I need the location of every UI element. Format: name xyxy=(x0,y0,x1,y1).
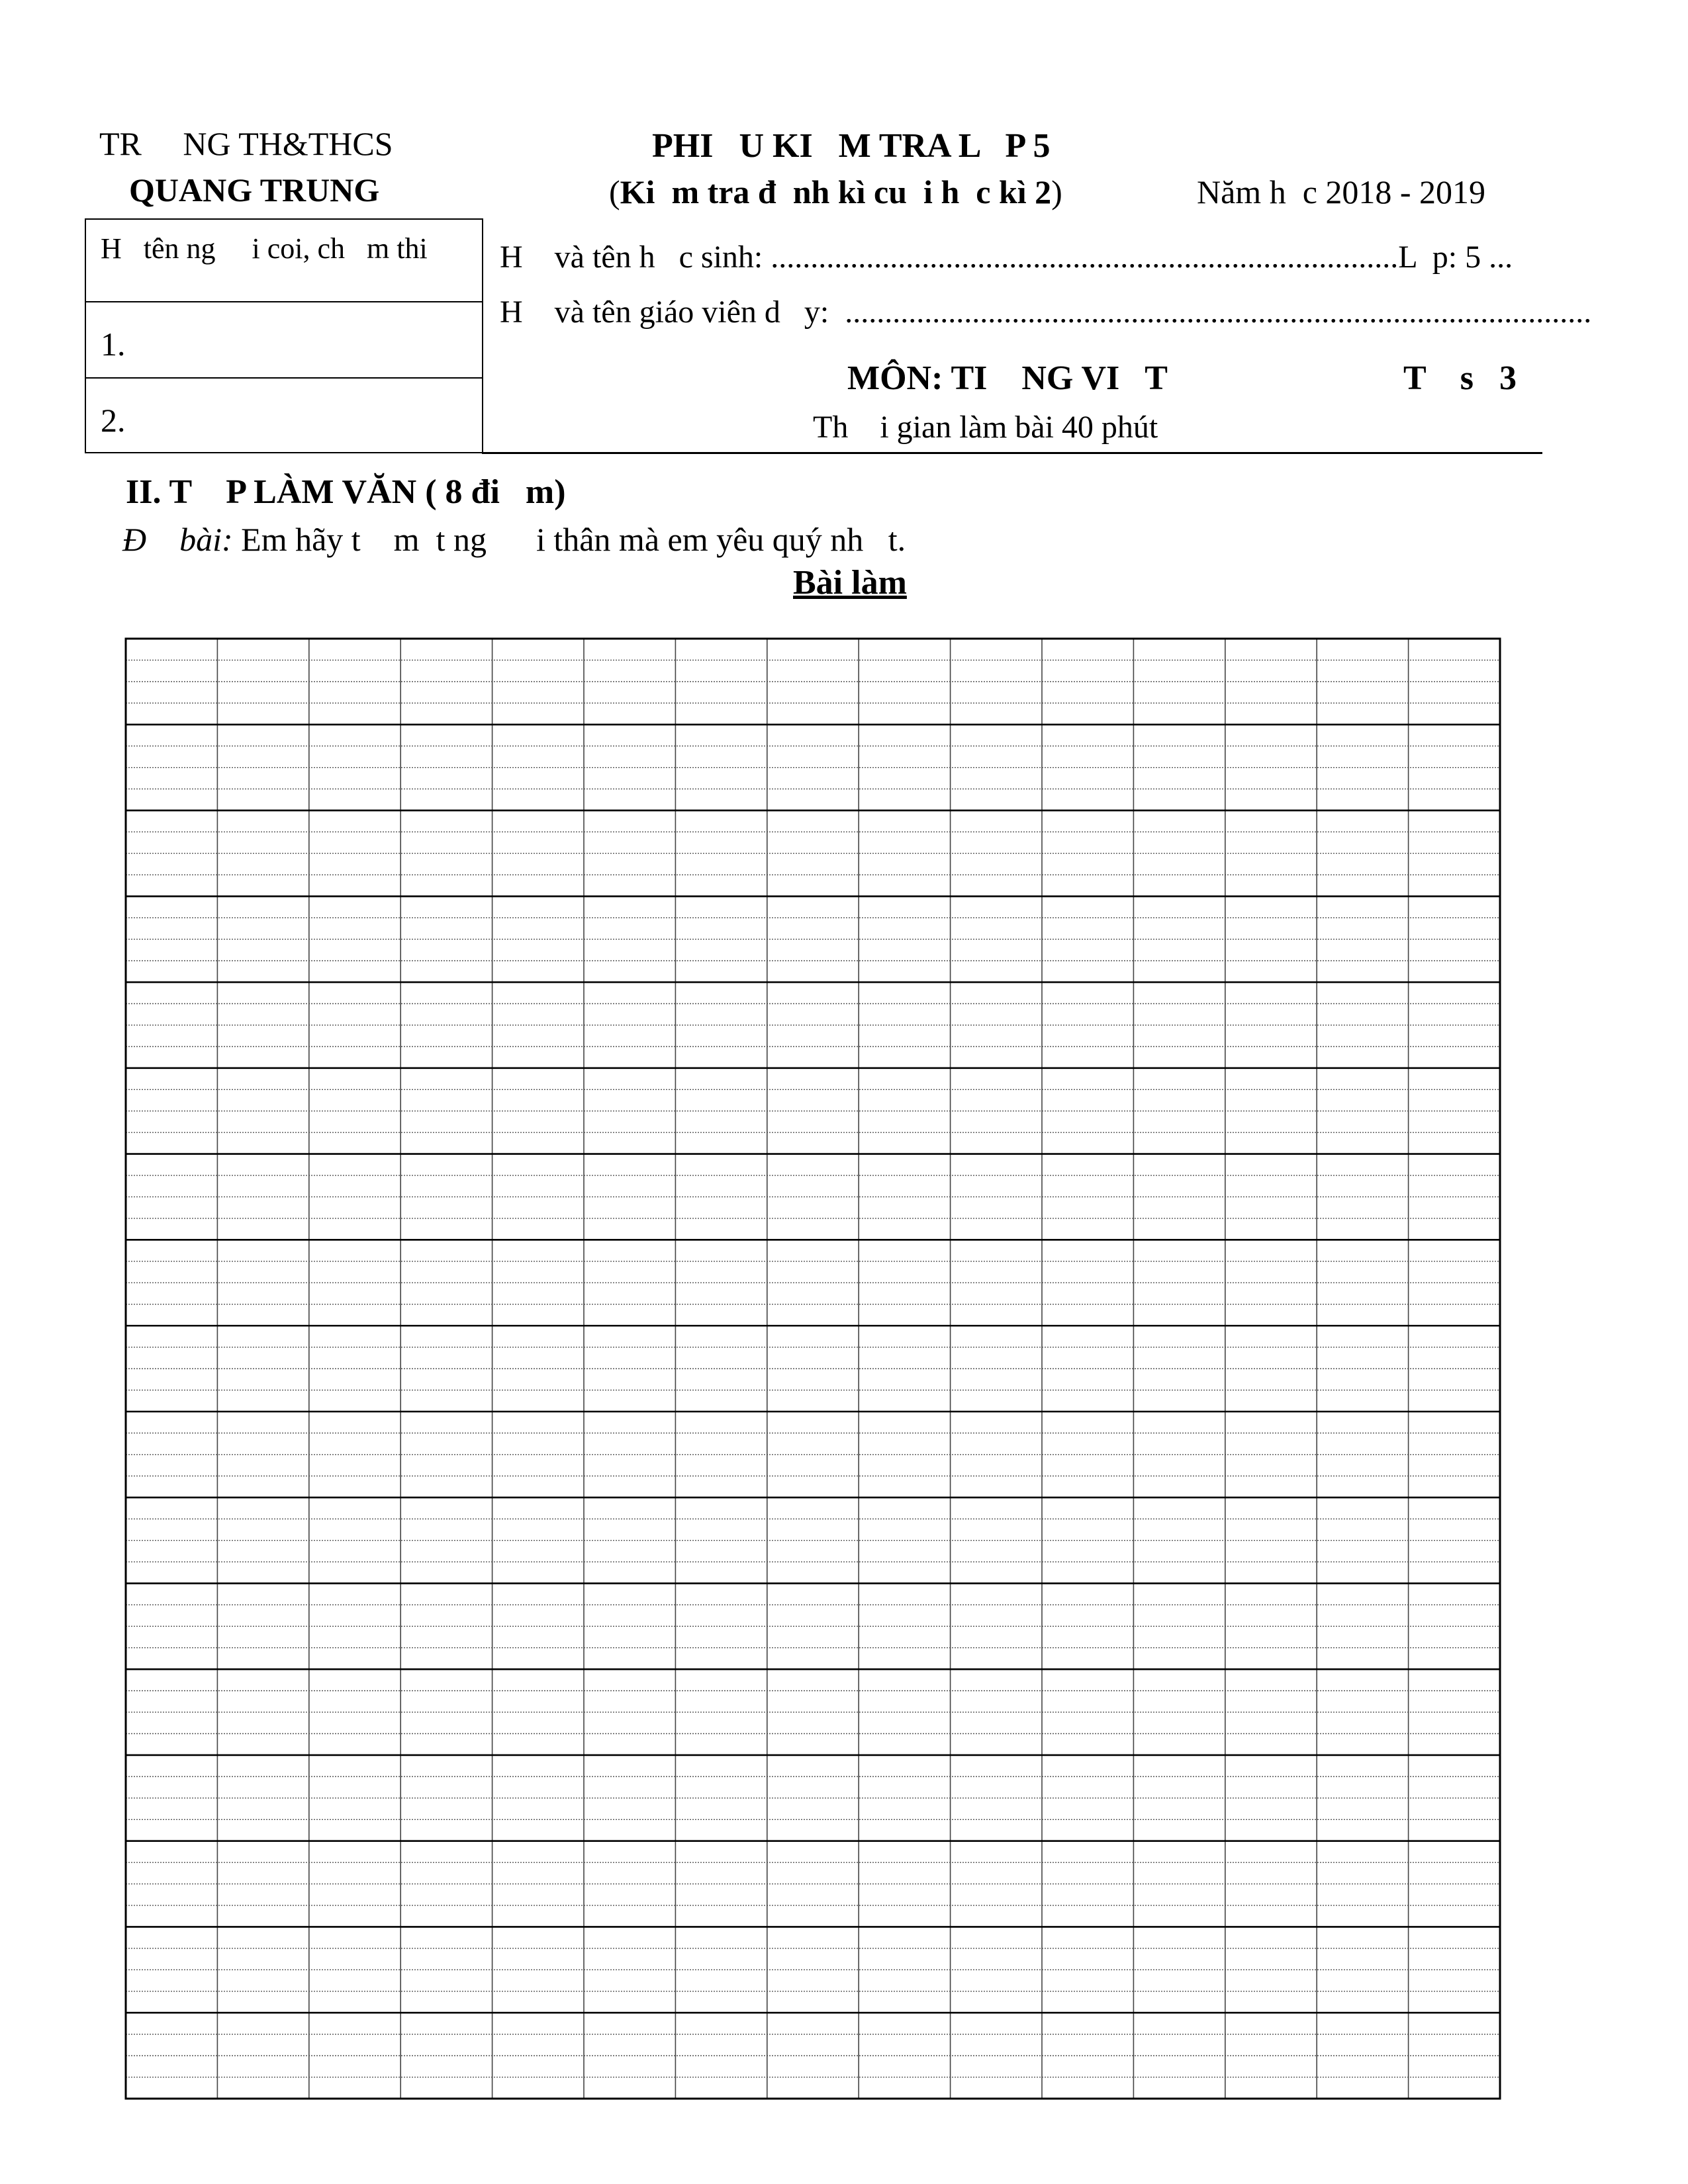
document-subtitle: (Ki m tra đ nh kì cu i h c kì 2) xyxy=(609,173,1062,210)
proctor-signature-table xyxy=(85,218,483,453)
essay-prompt: Đ bài: Em hãy t m t ng i thân mà em yêu quý nh t. xyxy=(122,521,906,558)
section-title: II. T P LÀM VĂN ( 8 đi m) xyxy=(126,473,566,511)
writing-grid[interactable] xyxy=(124,637,1501,2100)
student-name-field[interactable]: H và tên h c sinh: ...............................................................................L p: 5 ... xyxy=(500,240,1513,275)
school-name: TR NG TH&THCS xyxy=(99,125,393,162)
document-title: PHI U KI M TRA L P 5 xyxy=(652,127,1051,165)
sheet-number: T s 3 xyxy=(1403,359,1517,397)
school-name-line2: QUANG TRUNG xyxy=(129,171,380,208)
answer-heading: Bài làm xyxy=(793,564,907,602)
teacher-name-field[interactable]: H và tên giáo viên d y: .............................................................................................. xyxy=(500,295,1592,330)
proctor-table-header: H tên ng i coi, ch m thi xyxy=(86,220,482,302)
header-divider xyxy=(482,452,1542,454)
school-year: Năm h c 2018 - 2019 xyxy=(1197,173,1486,210)
subject-title: MÔN: TI NG VI T xyxy=(847,359,1168,397)
proctor-row-2[interactable]: 2. xyxy=(101,402,126,439)
exam-duration: Th i gian làm bài 40 phút xyxy=(813,410,1158,445)
proctor-row-1[interactable]: 1. xyxy=(86,302,482,379)
